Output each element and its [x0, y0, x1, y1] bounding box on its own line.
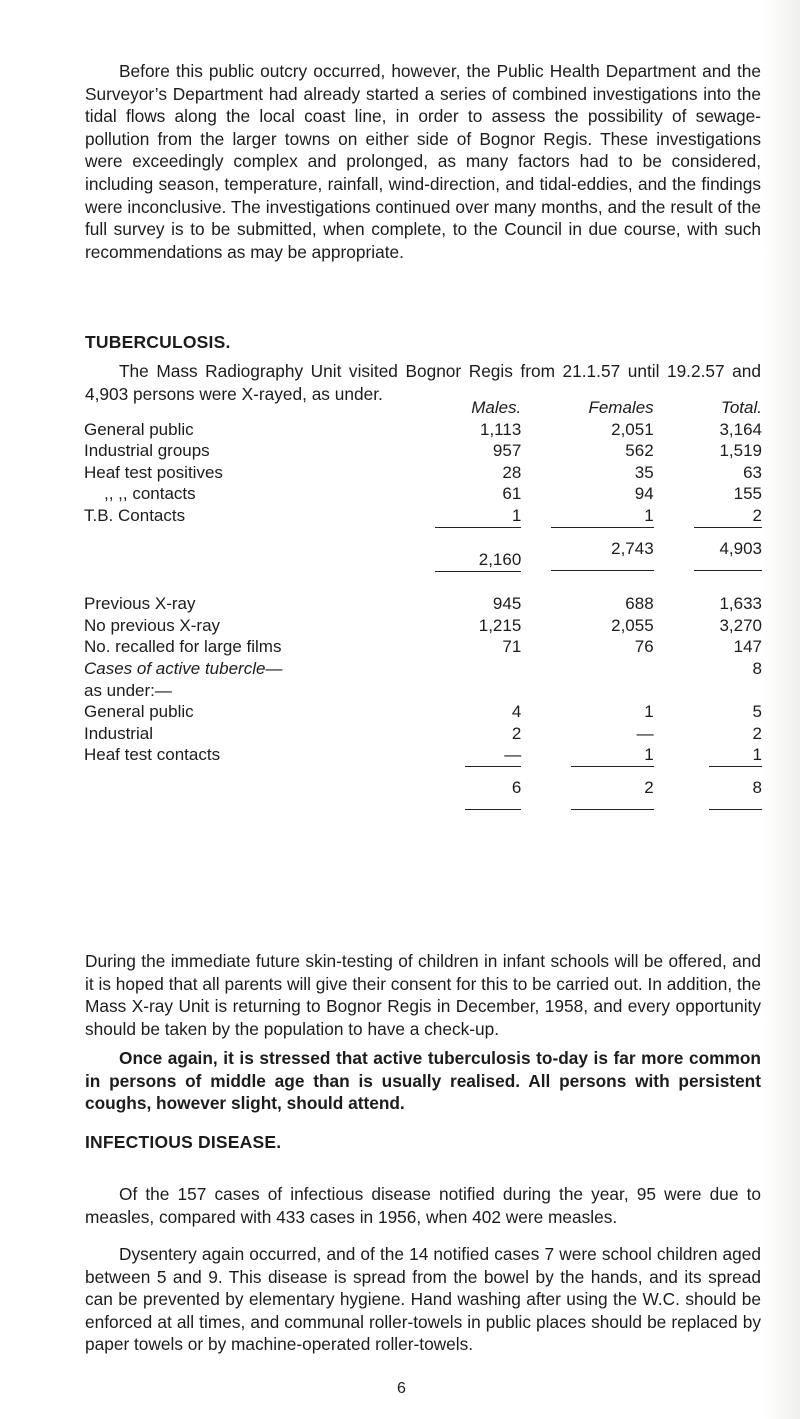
cases-total: 8 — [752, 658, 762, 678]
table-row — [84, 462, 762, 484]
row-label: Previous X-ray — [84, 594, 196, 614]
cell-females: 1 — [644, 506, 654, 526]
cell-males: 61 — [502, 484, 522, 504]
cell-females: — — [636, 723, 654, 743]
table-row — [84, 440, 762, 462]
page-number: 6 — [397, 1380, 406, 1397]
table-row — [84, 483, 762, 505]
row-label: No previous X-ray — [84, 615, 221, 635]
table-header-row — [84, 397, 762, 419]
table-row — [84, 658, 762, 680]
cell-males: 28 — [502, 462, 522, 482]
table-row — [84, 593, 762, 615]
cell-females: 2,055 — [611, 615, 654, 635]
cell-total: 147 — [733, 637, 762, 657]
cell-females: 562 — [625, 441, 654, 461]
row-label: Industrial — [84, 723, 153, 743]
row-label: General public — [84, 702, 194, 722]
paragraph-skin-testing: During the immediate future skin-testing of children in infant schools will be offered, and it is hoped that all parents will give their consent for this to be carried out. In addition, the Mass X-ray Unit is returning to Bognor Regis in December, 1958, and every opportunity should be taken by the population to have a check-up. — [85, 951, 761, 1039]
cell-total: 2 — [752, 506, 762, 526]
cell-total: 2 — [752, 723, 762, 743]
paragraph-measles: Of the 157 cases of infectious disease notified during the year, 95 were due to measles, compared with 433 cases in 1956, when 402 were measles. — [85, 1184, 761, 1227]
total-total: 8 — [709, 766, 762, 810]
heading-tuberculosis: TUBERCULOSIS. — [85, 332, 231, 352]
cell-males: 1,215 — [478, 615, 522, 635]
table-row — [84, 419, 762, 441]
row-label: ,, ,, contacts — [104, 484, 196, 504]
cell-males: 1 — [511, 505, 522, 525]
cell-males: 2 — [511, 723, 522, 743]
row-label: General public — [84, 419, 194, 439]
table-row — [84, 723, 762, 745]
total-females: 2,743 — [551, 527, 653, 571]
cell-males: 945 — [492, 594, 522, 614]
xray-table — [84, 397, 762, 810]
cell-total: 155 — [733, 484, 762, 504]
cell-total: 3,164 — [719, 419, 762, 439]
page-edge-shadow — [764, 0, 800, 1419]
heading-infectious-disease: INFECTIOUS DISEASE. — [85, 1132, 282, 1152]
row-label: No. recalled for large films — [84, 637, 282, 657]
cell-males: — — [504, 745, 522, 765]
header-males: Males. — [471, 398, 522, 417]
cases-sublabel: as under:— — [84, 680, 172, 700]
paragraph-tb-warning: Once again, it is stressed that active tuberculosis to-day is far more common in persons of middle age than is usually realised. All persons with persistent coughs, however slight, should attend. — [85, 1048, 761, 1114]
table-row — [84, 744, 762, 766]
cell-females: 2,051 — [611, 419, 654, 439]
cell-total: 1,633 — [719, 594, 762, 614]
table-row — [84, 505, 762, 527]
cell-females: 688 — [625, 594, 654, 614]
paragraph-dysentery: Dysentery again occurred, and of the 14 notified cases 7 were school children aged between 5 and 9. This disease is spread from the bowel by the hands, and its spread can be prevented by elementary hygiene. Hand washing after using the W.C. should be enforced at all times, and communal roller-towels in public places should be replaced by paper towels or by machine-operated roller-towels. — [85, 1244, 761, 1355]
cell-total: 63 — [743, 462, 762, 482]
cell-total: 3,270 — [719, 615, 762, 635]
cell-males: 1,113 — [480, 419, 522, 439]
cases-label: Cases of active tubercle— — [84, 658, 283, 678]
table-row — [84, 615, 762, 637]
row-label: T.B. Contacts — [84, 506, 186, 526]
row-label: Heaf test positives — [84, 462, 223, 482]
cell-males: 957 — [492, 441, 522, 461]
cell-females: 35 — [634, 462, 654, 482]
row-label: Heaf test contacts — [84, 745, 221, 765]
cell-females: 1 — [644, 702, 654, 722]
total-males: 6 — [465, 766, 521, 810]
total-total: 4,903 — [694, 527, 762, 571]
total-females: 2 — [571, 766, 653, 810]
cell-males: 4 — [511, 702, 522, 722]
cell-total: 1,519 — [719, 441, 762, 461]
cell-females: 94 — [634, 484, 654, 504]
header-females: Females — [588, 398, 654, 417]
cell-males: 71 — [502, 637, 522, 657]
table-row — [84, 636, 762, 658]
table-total-row — [84, 766, 762, 810]
table-row — [84, 680, 762, 702]
row-label: Industrial groups — [84, 441, 210, 461]
table-total-row — [84, 527, 762, 571]
cell-total: 5 — [752, 702, 762, 722]
paragraph-tb-intro: The Mass Radiography Unit visited Bognor Regis from 21.1.57 until 19.2.57 and 4,903 persons were X-rayed, as under. — [85, 361, 761, 404]
header-total: Total. — [721, 398, 762, 417]
total-males: 2,160 — [435, 527, 521, 571]
cell-females: 1 — [644, 745, 654, 765]
paragraph-sewage-investigations: Before this public outcry occurred, however, the Public Health Department and the Surveyor’s Department had already started a series of combined investigations into the tidal flows along the local coast line, in order to assess the possibility of sewage-pollution from the larger towns on either side of Bognor Regis. These investigations were exceedingly complex and prolonged, as many factors had to be considered, including season, temperature, rainfall, wind-direction, and tidal-eddies, and the findings were inconclusive. The investigations continued over many months, and the result of the full survey is to be submitted, when complete, to the Council in due course, with such recommendations as may be appropriate. — [85, 61, 761, 262]
cell-females: 76 — [634, 637, 654, 657]
table-row — [84, 701, 762, 723]
cell-total: 1 — [752, 745, 762, 765]
